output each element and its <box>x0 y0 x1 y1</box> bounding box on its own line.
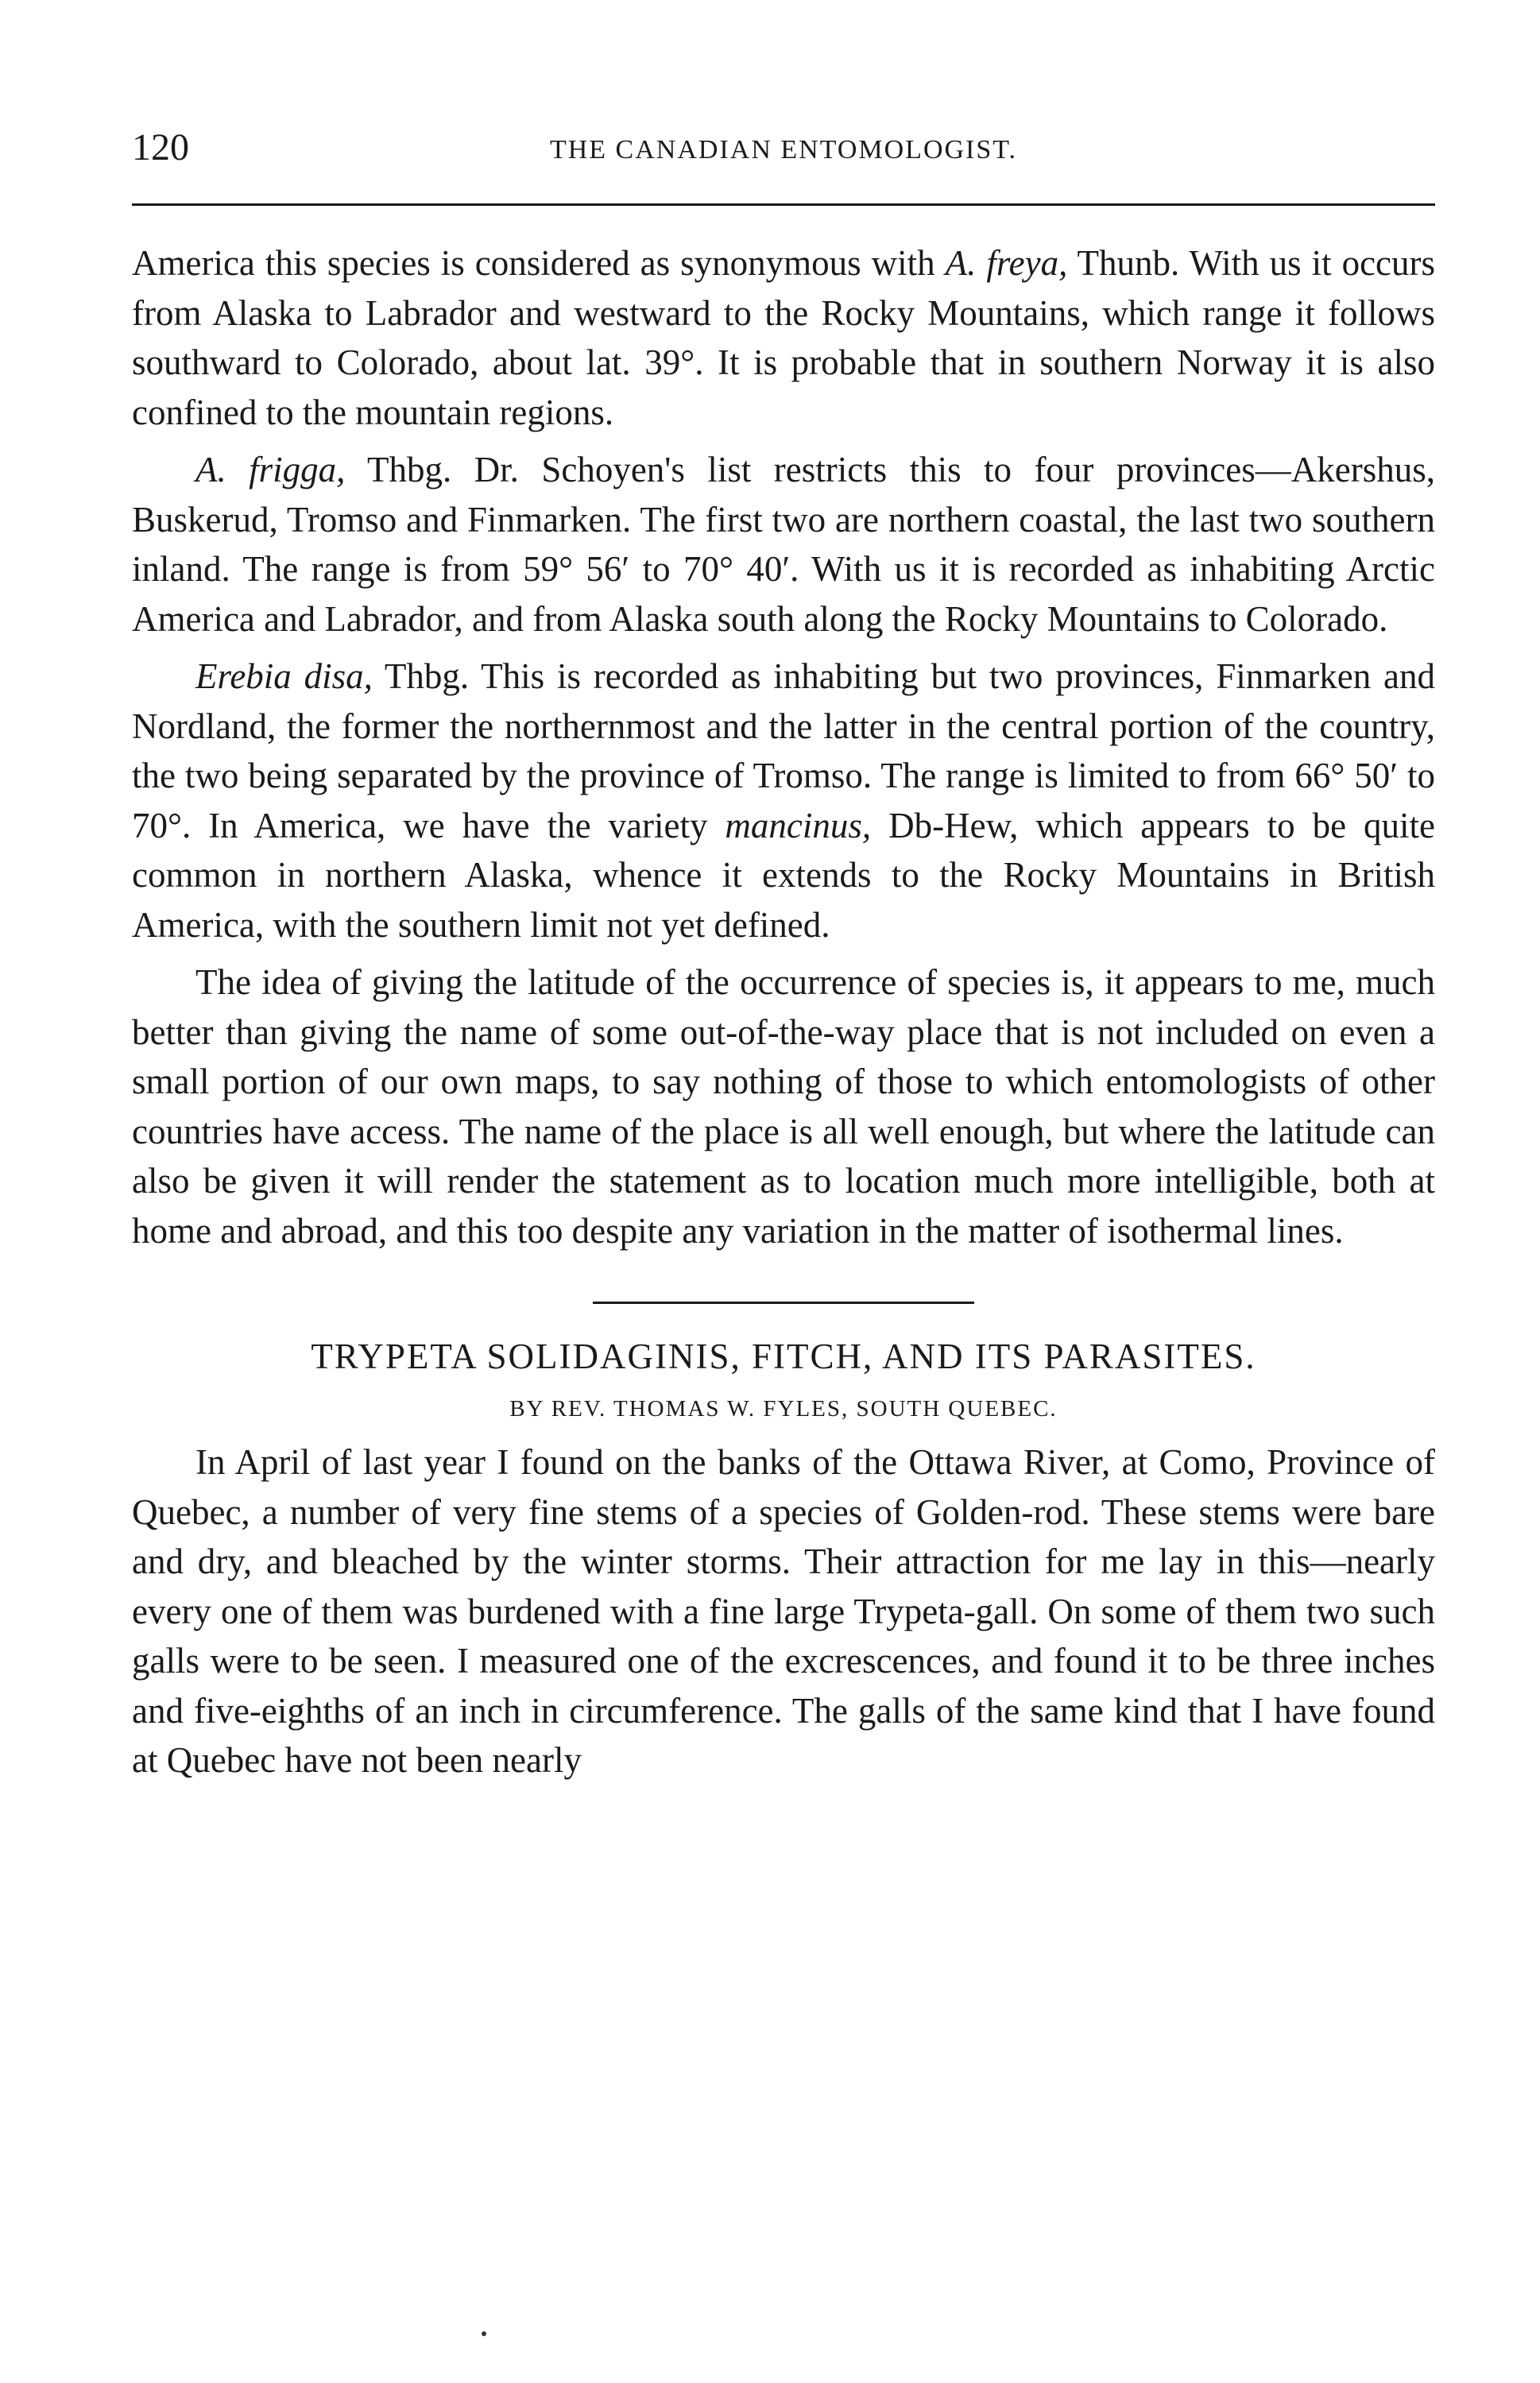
text-run: Thunb. With us it occurs from Alaska to Labrador and westward to the Rocky Mountains, which range it follows southward to Colorado, about lat. 39°. It is probable that in southern Norway it is also confined to the mountain regions. <box>132 243 1436 432</box>
species-name: A. freya, <box>945 243 1068 283</box>
paragraph-continuation <box>132 238 1435 437</box>
article-byline: BY REV. THOMAS W. FYLES, SOUTH QUEBEC. <box>509 1396 1058 1422</box>
header-rule <box>132 203 1435 206</box>
paragraph-frigga <box>132 445 1435 644</box>
text-run: Thbg. This is recorded as inhabiting but two provinces, Finmarken and Nordland, the former the northernmost and the latter in the central portion of the country, the two being separated by the province of Tromso. The range is limited to from 66° 50′ to 70°. In America, we have the variety <box>132 656 1435 845</box>
print-speck <box>482 2331 486 2336</box>
running-head: THE CANADIAN ENTOMOLOGIST. <box>549 135 1018 164</box>
text-run: Thbg. Dr. Schoyen's list restricts this to four provinces—Akershus, Buskerud, Tromso and Finmarken. The first two are northern coastal, the last two southern inland. The range is from 59° 56′ to 70° 40′. With us it is recorded as inhabiting Arctic America and Labrador, and from Alaska south along the Rocky Mountains to Colorado. <box>132 450 1435 639</box>
body-text <box>132 238 1435 1793</box>
section-divider <box>593 1302 974 1304</box>
paragraph-latitude: The idea of giving the latitude of the occurrence of species is, it appears to me, much better than giving the name of some out-of-the-way place that is not included on even a small portion of our own maps, to say nothing of those to which entomologists of other countries have access. The name of the place is all well enough, but where the latitude can also be given it will render the statement as to location much more intelligible, both at home and abroad, and this too despite any variation in the matter of isothermal lines. <box>132 962 1435 1251</box>
text-run: Db-Hew, which appears to be quite common in northern Alaska, whence it extends to the Rocky Mountains in British America, with the southern limit not yet defined. <box>132 805 1435 945</box>
page-header <box>132 126 1435 181</box>
paragraph-erebia-disa <box>132 652 1435 950</box>
page-number: 120 <box>132 126 189 168</box>
text-run: America this species is considered as synonymous with <box>132 243 946 283</box>
species-name: A. frigga, <box>195 450 346 489</box>
article-title: TRYPETA SOLIDAGINIS, FITCH, AND ITS PARASITES. <box>311 1337 1256 1376</box>
variety-name: mancinus, <box>725 805 872 845</box>
paragraph-article-start: In April of last year I found on the banks of the Ottawa River, at Como, Province of Quebec, a number of very fine stems of a species of Golden-rod. These stems were bare and dry, and bleached by the winter storms. Their attraction for me lay in this—nearly every one of them was burdened with a fine large Trypeta-gall. On some of them two such galls were to be seen. I measured one of the excrescences, and found it to be three inches and five-eighths of an inch in circumference. The galls of the same kind that I have found at Quebec have not been nearly <box>132 1442 1435 1780</box>
species-name: Erebia disa, <box>195 656 373 696</box>
